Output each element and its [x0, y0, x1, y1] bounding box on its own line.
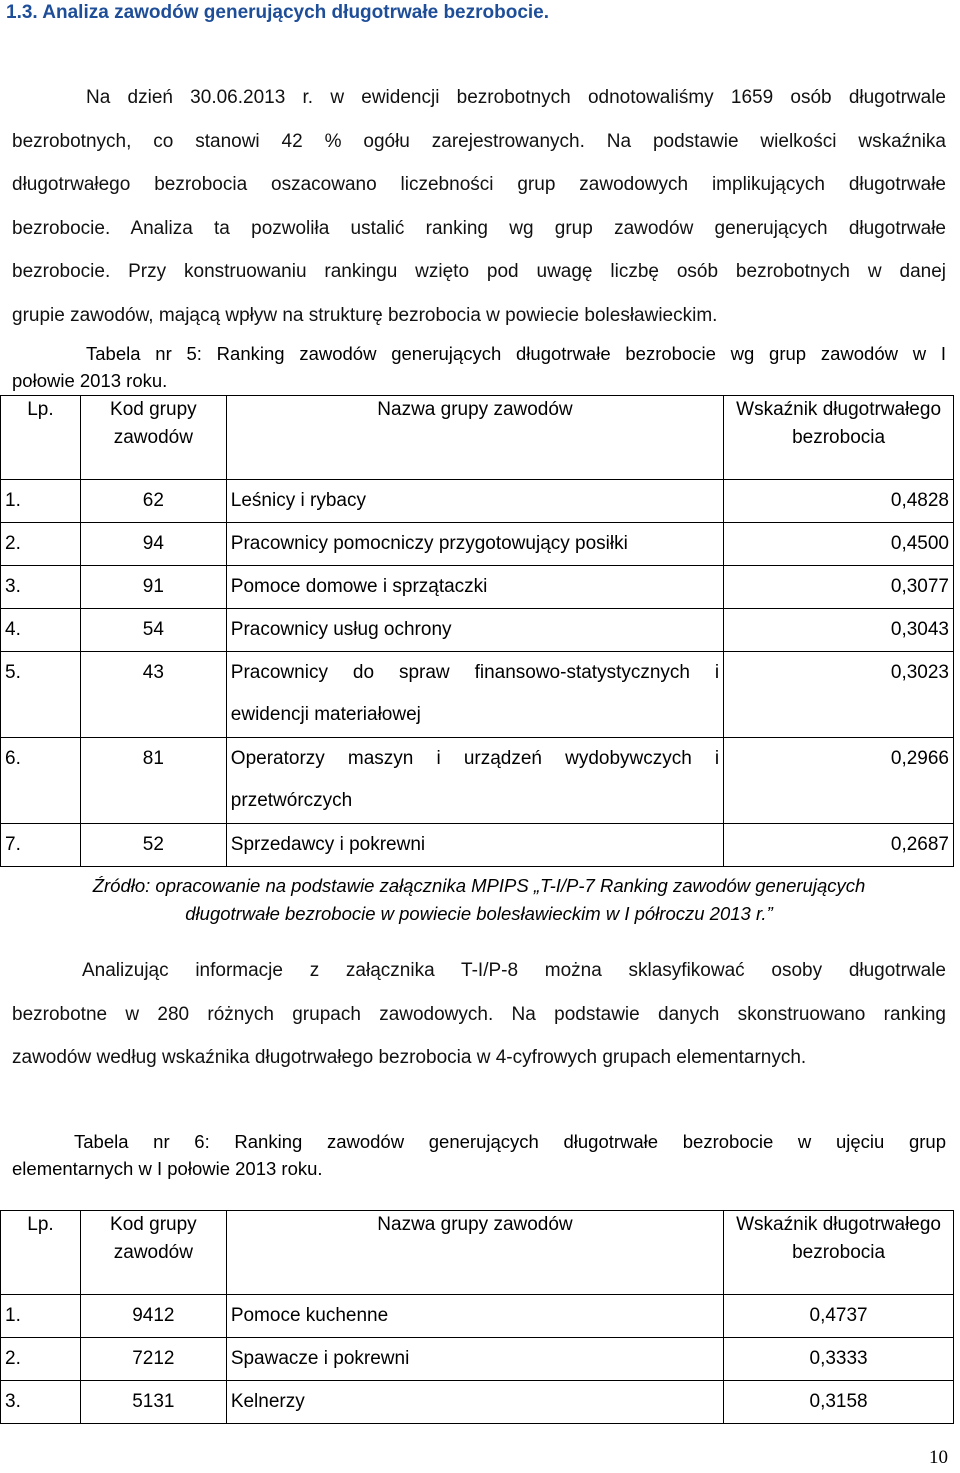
- cell-wskaznik: 0,3077: [724, 566, 954, 609]
- cell-nazwa: [226, 523, 723, 566]
- cell-wskaznik: 0,3333: [724, 1338, 954, 1381]
- cell-lp: 5.: [1, 652, 81, 738]
- cell-nazwa: [226, 652, 723, 738]
- caption-line: połowie 2013 roku.: [12, 370, 168, 391]
- nazwa-line: Operatorzy maszyn i urządzeń wydobywczych i: [230, 748, 720, 769]
- cell-lp: 3.: [1, 1381, 81, 1424]
- nazwa-line: Leśnicy i rybacy: [230, 490, 366, 511]
- cell-wskaznik: 0,4828: [724, 480, 954, 523]
- table-row: [1, 738, 954, 824]
- cell-nazwa: Spawacze i pokrewni: [226, 1338, 723, 1381]
- cell-wskaznik: 0,3023: [724, 652, 954, 738]
- cell-lp: 2.: [1, 1338, 81, 1381]
- intro-line: grupie zawodów, mającą wpływ na strukturę bezrobocia w powiecie bolesławieckim.: [12, 304, 718, 326]
- caption-line: Tabela nr 5: Ranking zawodów generujących długotrwałe bezrobocie wg grup zawodów w I: [86, 343, 946, 364]
- analysis-line: bezrobotne w 280 różnych grupach zawodowych. Na podstawie danych skonstruowano ranking: [12, 1003, 946, 1025]
- header-nazwa: Nazwa grupy zawodów: [226, 396, 723, 480]
- nazwa-line: Pracownicy usług ochrony: [230, 619, 452, 640]
- cell-wskaznik: 0,2966: [724, 738, 954, 824]
- header-wskaznik: Wskaźnik długotrwałego bezrobocia: [724, 1211, 954, 1295]
- cell-kod: 43: [80, 652, 226, 738]
- nazwa-line: przetwórczych: [230, 790, 353, 811]
- table-row: [1, 523, 954, 566]
- header-kod: Kod grupy zawodów: [80, 396, 226, 480]
- table-row: [1, 609, 954, 652]
- caption-line: elementarnych w I połowie 2013 roku.: [12, 1158, 323, 1179]
- header-kod: Kod grupy zawodów: [80, 1211, 226, 1295]
- table-row: [1, 480, 954, 523]
- analysis-line: zawodów według wskaźnika długotrwałego bezrobocia w 4-cyfrowych grupach elementarnych.: [12, 1047, 807, 1068]
- table-header-row: [1, 396, 954, 480]
- source-line: długotrwałe bezrobocie w powiecie bolesławieckim w I półroczu 2013 r.”: [185, 903, 773, 924]
- cell-kod: 81: [80, 738, 226, 824]
- cell-lp: 3.: [1, 566, 81, 609]
- cell-nazwa: [226, 480, 723, 523]
- cell-lp: 1.: [1, 1295, 81, 1338]
- table-header-row: [1, 1211, 954, 1295]
- nazwa-line: Pomoce domowe i sprzątaczki: [230, 576, 488, 597]
- table-row: [1, 566, 954, 609]
- cell-wskaznik: 0,2687: [724, 824, 954, 867]
- nazwa-line: Pracownicy pomocniczy przygotowujący posiłki: [230, 533, 628, 554]
- source-line: Źródło: opracowanie na podstawie załącznika MPIPS „T-I/P-7 Ranking zawodów generujących: [92, 875, 866, 896]
- table5: [0, 395, 954, 867]
- nazwa-line: Pracownicy do spraw finansowo-statystycznych i: [230, 662, 720, 683]
- table-row: [1, 1381, 954, 1424]
- cell-lp: 2.: [1, 523, 81, 566]
- cell-kod: 62: [80, 480, 226, 523]
- nazwa-line: Sprzedawcy i pokrewni: [230, 834, 426, 855]
- cell-kod: 5131: [80, 1381, 226, 1424]
- intro-line: Na dzień 30.06.2013 r. w ewidencji bezrobotnych odnotowaliśmy 1659 osób długotrwale: [86, 87, 946, 108]
- cell-nazwa: Kelnerzy: [226, 1381, 723, 1424]
- cell-wskaznik: 0,4500: [724, 523, 954, 566]
- header-lp: Lp.: [1, 396, 81, 480]
- analysis-paragraph: [12, 949, 946, 1080]
- cell-kod: 91: [80, 566, 226, 609]
- cell-kod: 7212: [80, 1338, 226, 1381]
- table-row: [1, 1295, 954, 1338]
- cell-wskaznik: 0,4737: [724, 1295, 954, 1338]
- cell-kod: 52: [80, 824, 226, 867]
- cell-nazwa: [226, 738, 723, 824]
- cell-nazwa: [226, 566, 723, 609]
- intro-paragraph: [12, 76, 946, 337]
- intro-line: bezrobocie. Przy konstruowaniu rankingu wzięto pod uwagę liczbę osób bezrobotnych w danej: [12, 261, 946, 282]
- table6-caption: [12, 1128, 946, 1182]
- page-number: 10: [929, 1447, 948, 1468]
- header-lp: Lp.: [1, 1211, 81, 1295]
- cell-kod: 9412: [80, 1295, 226, 1338]
- cell-lp: 4.: [1, 609, 81, 652]
- cell-nazwa: Pomoce kuchenne: [226, 1295, 723, 1338]
- cell-wskaznik: 0,3158: [724, 1381, 954, 1424]
- caption-line: Tabela nr 6: Ranking zawodów generujących długotrwałe bezrobocie w ujęciu grup: [74, 1131, 946, 1152]
- table6: [0, 1210, 954, 1424]
- header-nazwa: Nazwa grupy zawodów: [226, 1211, 723, 1295]
- cell-kod: 94: [80, 523, 226, 566]
- intro-line: bezrobotnych, co stanowi 42 % ogółu zarejestrowanych. Na podstawie wielkości wskaźnika: [12, 130, 946, 152]
- section-heading: 1.3. Analiza zawodów generujących długotrwałe bezrobocie.: [6, 2, 550, 23]
- cell-nazwa: [226, 824, 723, 867]
- intro-line: bezrobocie. Analiza ta pozwoliła ustalić ranking wg grup zawodów generujących długotrwałe: [12, 217, 946, 239]
- table-row: [1, 1338, 954, 1381]
- cell-lp: 6.: [1, 738, 81, 824]
- table-row: [1, 652, 954, 738]
- cell-lp: 1.: [1, 480, 81, 523]
- nazwa-line: ewidencji materiałowej: [230, 704, 421, 725]
- table-row: [1, 824, 954, 867]
- table5-caption: [12, 340, 946, 394]
- header-wskaznik: Wskaźnik długotrwałego bezrobocia: [724, 396, 954, 480]
- cell-wskaznik: 0,3043: [724, 609, 954, 652]
- intro-line: długotrwałego bezrobocia oszacowano liczebności grup zawodowych implikujących długotrwałe: [12, 174, 946, 195]
- cell-lp: 7.: [1, 824, 81, 867]
- analysis-line: Analizując informacje z załącznika T-I/P-8 można sklasyfikować osoby długotrwale: [82, 960, 946, 981]
- cell-nazwa: [226, 609, 723, 652]
- table5-source: [12, 872, 946, 928]
- cell-kod: 54: [80, 609, 226, 652]
